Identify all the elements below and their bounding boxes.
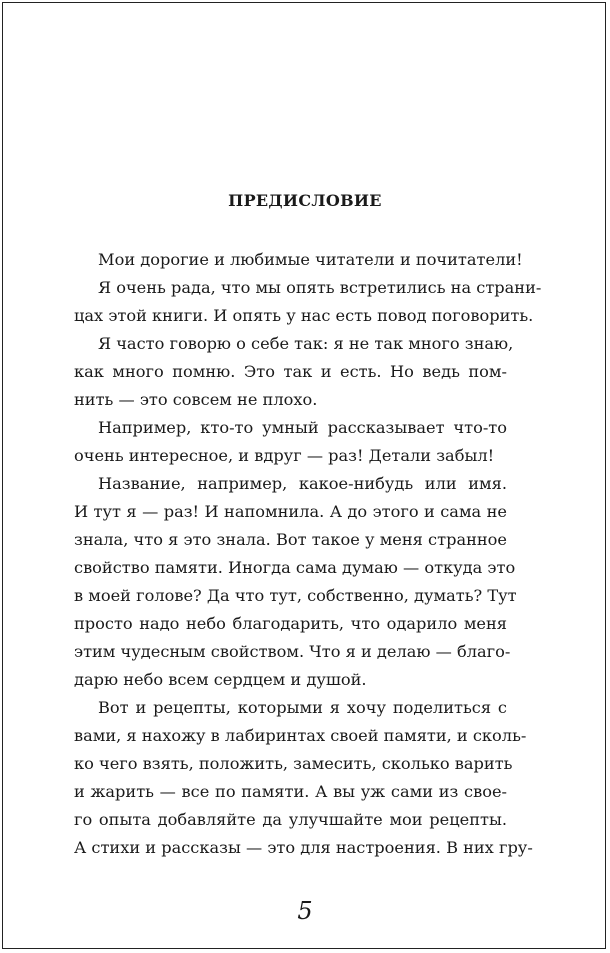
- text-line: Я очень рада, что мы опять встретились на страни-: [98, 278, 542, 297]
- text-line: просто надо небо благодарить, что одарило меня: [74, 614, 507, 633]
- text-line: Вот и рецепты, которыми я хочу поделиться с: [98, 698, 507, 717]
- text-line: Я часто говорю о себе так: я не так много знаю,: [98, 334, 514, 353]
- text-line: ко чего взять, положить, замесить, сколько варить: [74, 754, 513, 773]
- text-line: вами, я нахожу в лабиринтах своей памяти, и сколь-: [74, 726, 527, 745]
- text-line: в моей голове? Да что тут, собственно, думать? Тут: [74, 586, 517, 605]
- text-line: И тут я — раз! И напомнила. А до этого и сама не: [74, 502, 507, 521]
- text-line: нить — это совсем не плохо.: [74, 390, 318, 409]
- text-line: цах этой книги. И опять у нас есть повод поговорить.: [74, 306, 534, 325]
- text-line: свойство памяти. Иногда сама думаю — откуда это: [74, 558, 516, 577]
- text-line: этим чудесным свойством. Что я и делаю — благо-: [74, 642, 511, 661]
- text-line: го опыта добавляйте да улучшайте мои рецепты.: [74, 810, 507, 829]
- body-text: [74, 246, 542, 862]
- text-line: Название, например, какое-нибудь или имя.: [98, 474, 507, 493]
- text-line: как много помню. Это так и есть. Но ведь пом-: [74, 362, 507, 381]
- text-line: Например, кто-то умный рассказывает что-то: [98, 418, 507, 437]
- text-line: Мои дорогие и любимые читатели и почитатели!: [98, 250, 523, 269]
- text-line: очень интересное, и вдруг — раз! Детали забыл!: [74, 446, 495, 465]
- chapter-heading: ПРЕДИСЛОВИЕ: [228, 191, 382, 210]
- text-line: А стихи и рассказы — это для настроения. В них гру-: [74, 838, 533, 857]
- text-line: знала, что я это знала. Вот такое у меня странное: [74, 530, 507, 549]
- text-line: дарю небо всем сердцем и душой.: [74, 670, 367, 689]
- page-number: 5: [297, 897, 313, 925]
- text-line: и жарить — все по памяти. А вы уж сами из свое-: [74, 782, 507, 801]
